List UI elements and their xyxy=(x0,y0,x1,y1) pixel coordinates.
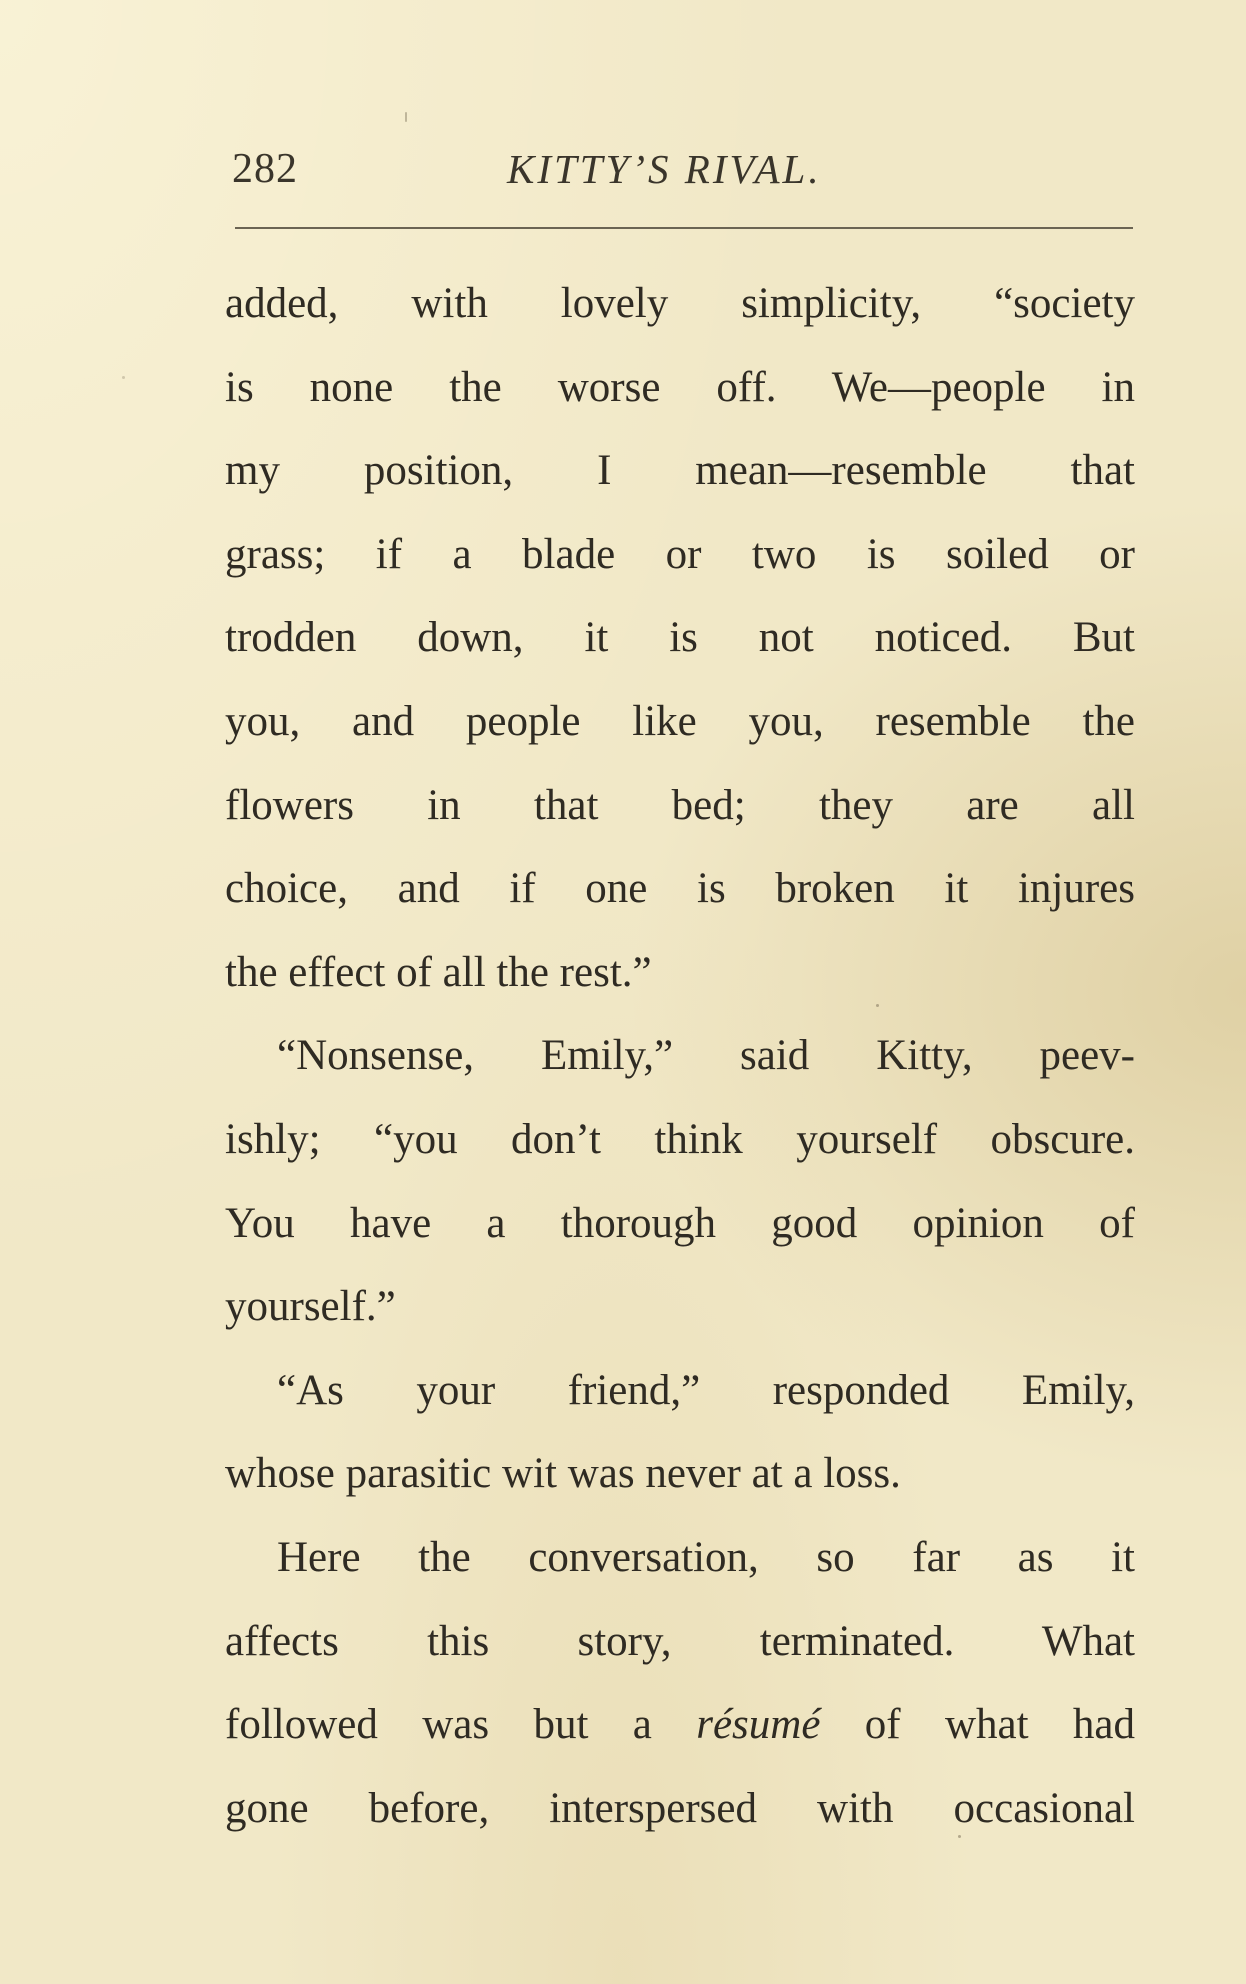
body-text xyxy=(225,262,1135,1850)
paper-speck xyxy=(405,112,407,122)
text-line: my position, I mean—resemble that xyxy=(225,447,1135,495)
text-line: added, with lovely simplicity, “society xyxy=(225,280,1135,327)
italic-word: résumé xyxy=(696,1701,821,1749)
text-line: “Nonsense, Emily,” said Kitty, peev- xyxy=(277,1032,1135,1080)
text-line: the effect of all the rest.” xyxy=(225,948,652,996)
text-line: flowers in that bed; they are all xyxy=(225,781,1135,829)
text-line: choice, and if one is broken it injures xyxy=(225,865,1135,913)
text-line xyxy=(225,1683,1135,1767)
paper-speck xyxy=(958,1835,961,1838)
text-line: yourself.” xyxy=(225,1283,396,1331)
paper-speck xyxy=(122,376,125,379)
header-rule xyxy=(235,227,1133,229)
text-line: “As your friend,” responded Emily, xyxy=(277,1366,1135,1414)
page-header xyxy=(222,145,1134,197)
paper-speck xyxy=(876,1004,879,1007)
text-line: grass; if a blade or two is soiled or xyxy=(225,530,1135,578)
text-fragment: followed was but a xyxy=(225,1701,652,1749)
text-fragment: of what had xyxy=(864,1701,1136,1749)
running-title: KITTY’S RIVAL. xyxy=(507,146,822,192)
text-line: gone before, interspersed with occasional xyxy=(225,1784,1135,1832)
text-line: affects this story, terminated. What xyxy=(225,1617,1135,1665)
text-line: trodden down, it is not noticed. But xyxy=(225,614,1135,662)
text-line: you, and people like you, resemble the xyxy=(225,697,1135,745)
text-line: You have a thorough good opinion of xyxy=(225,1199,1135,1247)
page-number: 282 xyxy=(232,146,298,192)
text-line: ishly; “you don’t think yourself obscure. xyxy=(225,1115,1135,1163)
text-line: is none the worse off. We—people in xyxy=(225,363,1135,411)
text-line: whose parasitic wit was never at a loss. xyxy=(225,1450,901,1498)
text-line: Here the conversation, so far as it xyxy=(277,1533,1135,1581)
